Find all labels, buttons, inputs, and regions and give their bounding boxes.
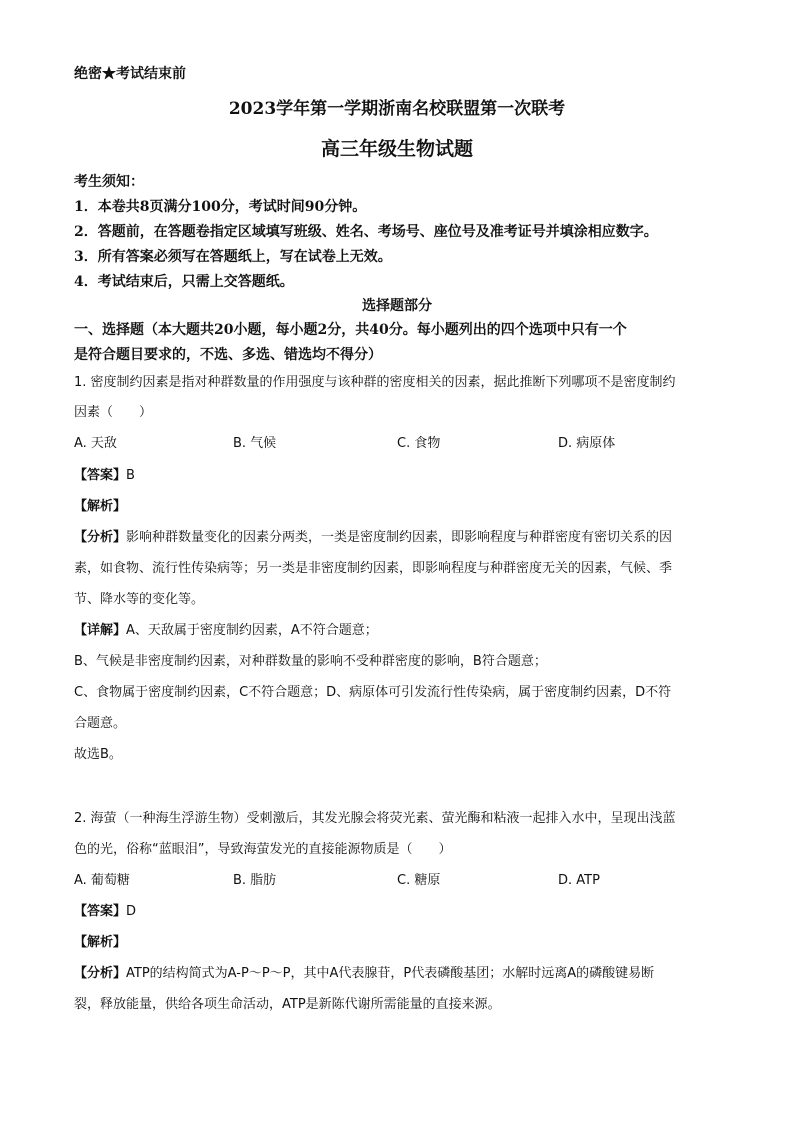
q1-analysis-label: 【解析】 [74, 499, 127, 514]
q1-conclusion: 故选B。 [74, 747, 122, 762]
q2-stem-line2: 色的光，俗称“蓝眼泪”，导致海萤发光的直接能源物质是（ ） [74, 842, 452, 857]
q2-stem-line1: 2. 海萤（一种海生浮游生物）受刺激后，其发光腺会将荧光素、萤光酶和粘液一起排入水中，呈现出浅蓝 [74, 811, 676, 826]
notice-item: 3．所有答案必须写在答题纸上，写在试卷上无效。 [74, 249, 392, 265]
q2-option-a: A. 葡萄糖 [74, 873, 130, 888]
answer-value: D [126, 904, 137, 919]
notice-item: 2．答题前，在答题卷指定区域填写班级、姓名、考场号、座位号及准考证号并填涂相应数字。 [74, 224, 658, 240]
q1-xiangjie-line3: C、食物属于密度制约因素，C不符合题意；D、病原体可引发流行性传染病，属于密度制约因素，D不符 [74, 685, 672, 700]
q1-fenxi-line3: 节、降水等的变化等。 [74, 592, 205, 607]
q1-option-c: C. 食物 [397, 436, 441, 451]
notice-item: 1．本卷共8页满分100分，考试时间90分钟。 [74, 199, 367, 215]
q2-analysis-label: 【解析】 [74, 935, 127, 950]
q1-option-d: D. 病原体 [558, 436, 616, 451]
q1-stem-line2: 因素（ ） [74, 405, 153, 420]
answer-value: B [126, 468, 135, 483]
q1-option-b: B. 气候 [233, 436, 277, 451]
fenxi-tag: 【分析】 [74, 966, 127, 981]
q2-fenxi-line1 [74, 964, 654, 984]
answer-tag: 【答案】 [74, 904, 127, 919]
q1-fenxi-line2: 素，如食物、流行性传染病等；另一类是非密度制约因素，即影响程度与种群密度无关的因素，气候、季 [74, 561, 673, 576]
q1-stem-line1: 1. 密度制约因素是指对种群数量的作用强度与该种群的密度相关的因素，据此推断下列哪项不是密度制约 [74, 375, 676, 390]
xiangjie-tag: 【详解】 [74, 623, 127, 638]
answer-tag: 【答案】 [74, 468, 127, 483]
q2-option-d: D. ATP [558, 873, 600, 888]
q1-xiangjie-line2: B、气候是非密度制约因素，对种群数量的影响不受种群密度的影响，B符合题意； [74, 654, 547, 669]
q1-answer [74, 466, 135, 486]
notice-heading: 考生须知： [74, 174, 144, 190]
section-intro-line2: 是符合题目要求的，不选、多选、错选均不得分） [74, 347, 382, 363]
q2-option-b: B. 脂肪 [233, 873, 277, 888]
exam-subtitle: 高三年级生物试题 [320, 138, 473, 160]
q1-fenxi-line1 [74, 528, 672, 548]
q1-xiangjie-line4: 合题意。 [74, 716, 127, 731]
fenxi-tag: 【分析】 [74, 530, 127, 545]
q2-answer [74, 902, 136, 922]
notice-item: 4．考试结束后，只需上交答题纸。 [74, 274, 294, 290]
q1-option-a: A. 天敌 [74, 436, 117, 451]
secret-mark: 绝密★考试结束前 [74, 66, 186, 82]
section-title: 选择题部分 [362, 298, 432, 314]
fenxi-text: 影响种群数量变化的因素分两类，一类是密度制约因素，即影响程度与种群密度有密切关系的因 [126, 530, 673, 545]
exam-title: 2023学年第一学期浙南名校联盟第一次联考 [228, 99, 566, 119]
section-intro-line1: 一、选择题（本大题共20小题，每小题2分，共40分。每小题列出的四个选项中只有一个 [74, 322, 627, 338]
q2-fenxi-line2: 裂，释放能量，供给各项生命活动，ATP是新陈代谢所需能量的直接来源。 [74, 997, 501, 1012]
xiangjie-text: A、天敌属于密度制约因素，A不符合题意； [126, 623, 378, 638]
fenxi-text: ATP的结构简式为A-P～P～P，其中A代表腺苷，P代表磷酸基团；水解时远离A的磷酸键易断 [126, 966, 655, 981]
q2-option-c: C. 糖原 [397, 873, 441, 888]
q1-xiangjie-line1 [74, 621, 378, 641]
